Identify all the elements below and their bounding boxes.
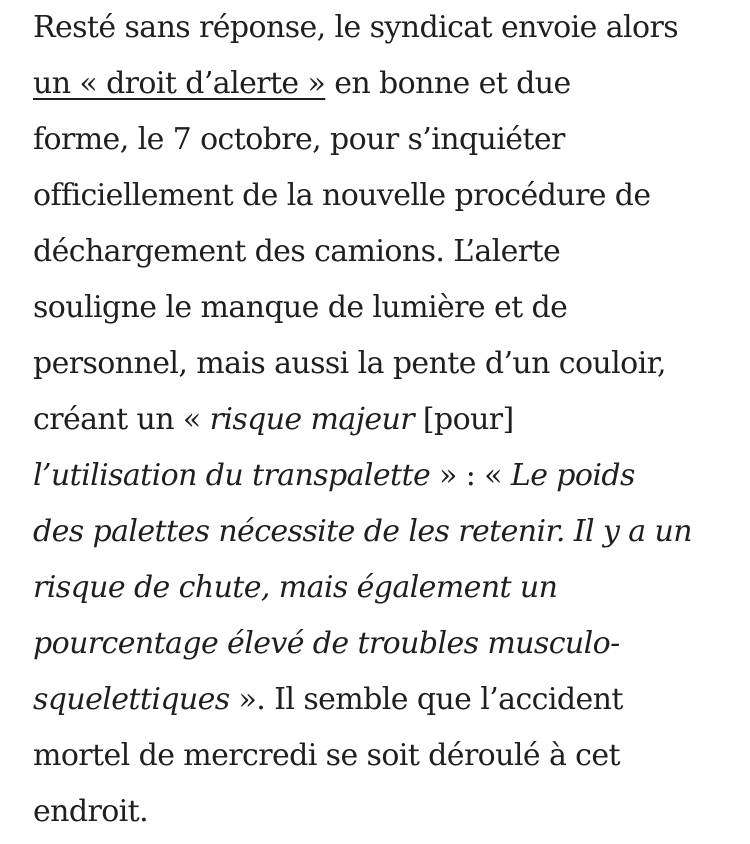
quote-italic: l’utilisation du transpalette [33,458,431,493]
quote-line: pourcentage élevé de troubles musculo- [33,626,620,661]
text-line [33,392,733,448]
text-line: Resté sans réponse, le syndicat envoie alors [33,10,678,45]
text-fragment: ». Il semble que l’accident [229,682,623,717]
quote-italic: risque majeur [209,402,414,437]
quote-line: des palettes nécessite de les retenir. Il y a un [33,514,692,549]
quote-italic: squelettiques [33,682,230,717]
text-fragment: en bonne et due [325,66,571,101]
text-line: officiellement de la nouvelle procédure de [33,178,651,213]
article-paragraph [33,0,733,840]
text-line [33,672,733,728]
text-line: mortel de mercredi se soit déroulé à cet [33,738,620,773]
droit-alerte-link[interactable]: un « droit d’alerte » [33,66,326,101]
text-line: déchargement des camions. L’alerte [33,234,561,269]
text-fragment: créant un « [33,402,210,437]
text-line [33,448,733,504]
text-fragment: » : « [430,458,511,493]
text-line: souligne le manque de lumière et de [33,290,568,325]
quote-italic: Le poids [510,458,635,493]
text-fragment: [pour] [413,402,514,437]
text-line [33,56,733,112]
text-line: endroit. [33,794,149,829]
quote-line: risque de chute, mais également un [33,570,558,605]
text-line: personnel, mais aussi la pente d’un couloir, [33,346,666,381]
text-line: forme, le 7 octobre, pour s’inquiéter [33,122,565,157]
